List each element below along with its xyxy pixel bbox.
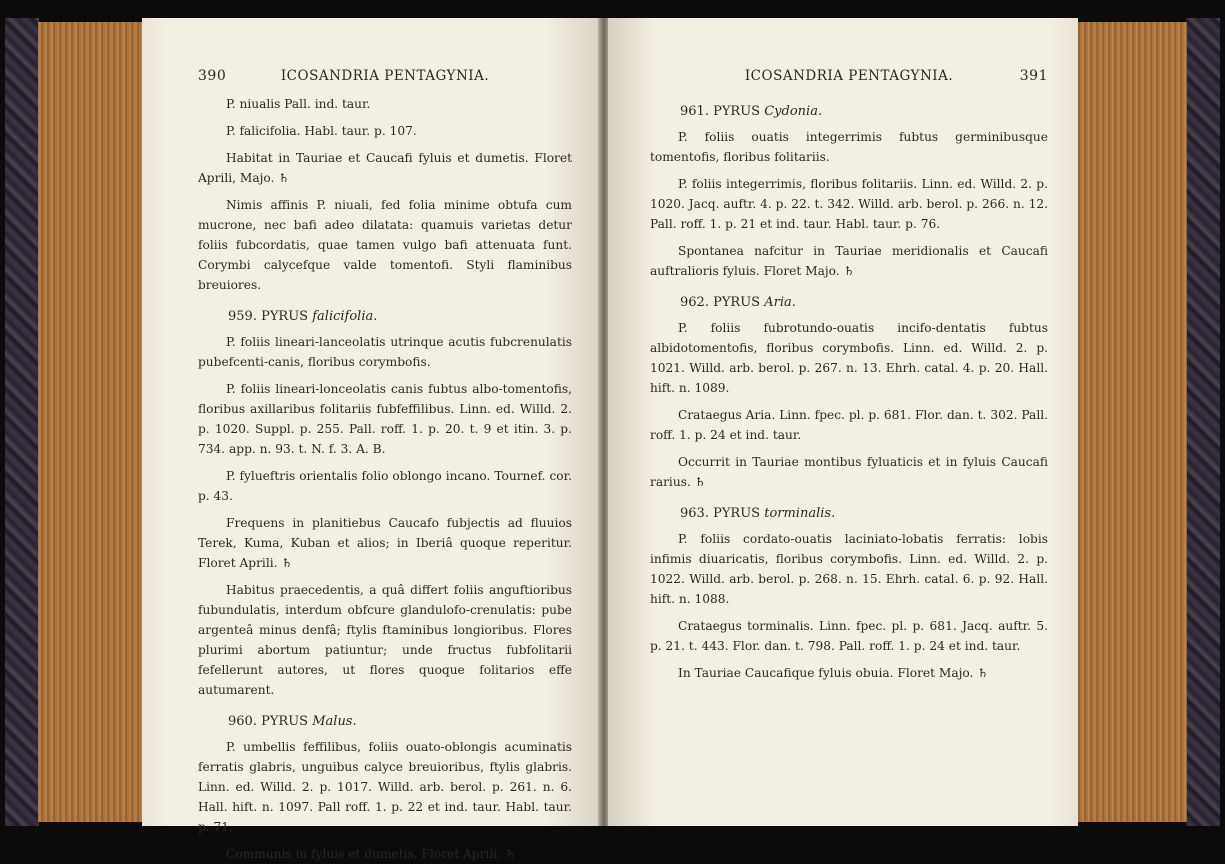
left-running-title: ICOSANDRIA PENTAGYNIA. bbox=[280, 68, 490, 84]
entry-species: falicifolia. bbox=[312, 309, 378, 324]
paragraph: P. foliis lineari-lonceolatis canis fubtus albo-tomentofis, floribus axillaribus folitariis fubfeffilibus. Linn. ed. Willd. 2. p. 1020. Suppl. p. 255. Pall. roff. 1. p. 20. t. 9 et itin. 3. p. 734. app. n. 93. t. N. f. 3. A. B. bbox=[198, 382, 572, 456]
entry-genus: PYRUS bbox=[261, 714, 309, 729]
entry-genus: PYRUS bbox=[713, 506, 761, 521]
paragraph: P. umbellis feffilibus, foliis ouato-oblongis acuminatis ferratis glabris, unguibus calyce breuioribus, ftylis glabris. Linn. ed. Willd. 2. p. 1017. Willd. arb. berol. p. 261. n. 6. Hall. hift. n. 1097. Pall roff. 1. p. 22 et ind. taur. Habl. taur. p. 71. bbox=[198, 740, 572, 834]
left-running-head bbox=[198, 68, 572, 90]
paragraph: Communis in fyluis et dumetis, Floret Aprili. ♄ bbox=[226, 847, 516, 861]
paragraph: P. foliis integerrimis, floribus folitariis. Linn. ed. Willd. 2. p. 1020. Jacq. auftr. 4. p. 22. t. 342. Willd. arb. berol. p. 266. n. 12. Pall. roff. 1. p. 21 et ind. taur. Habl. taur. p. 76. bbox=[650, 177, 1048, 231]
paragraph: P. niualis Pall. ind. taur. bbox=[226, 97, 371, 111]
entry-heading-960 bbox=[228, 714, 572, 729]
left-page-number: 390 bbox=[198, 68, 227, 84]
entry-heading-962 bbox=[680, 295, 1048, 310]
entry-species: Aria. bbox=[764, 295, 796, 310]
paragraph: Frequens in planitiebus Caucafo fubjectis ad fluuios Terek, Kuma, Kuban et alios; in Iberiâ quoque reperitur. Floret Aprili. ♄ bbox=[198, 516, 572, 570]
right-running-head bbox=[650, 68, 1048, 90]
right-cover-marbling bbox=[1186, 18, 1220, 826]
left-page-edges bbox=[38, 22, 144, 822]
paragraph: P. foliis cordato-ouatis laciniato-lobatis ferratis: lobis infimis diuaricatis, floribus corymbofis. Linn. ed. Willd. 2. p. 1022. Willd. arb. berol. p. 268. n. 15. Ehrh. catal. 6. p. 92. Hall. hift. n. 1088. bbox=[650, 532, 1048, 606]
right-page-edges bbox=[1075, 22, 1187, 822]
right-running-title: ICOSANDRIA PENTAGYNIA. bbox=[744, 68, 954, 84]
paragraph: P. foliis fubrotundo-ouatis incifo-dentatis fubtus albidotomentofis, floribus corymbofis. Linn. ed. Willd. 2. p. 1021. Willd. arb. berol. p. 267. n. 13. Ehrh. catal. 4. p. 20. Hall. hift. n. 1089. bbox=[650, 321, 1048, 395]
entry-number: 959. bbox=[228, 309, 257, 324]
paragraph: Nimis affinis P. niuali, fed folia minime obtufa cum mucrone, nec bafi adeo dilatata: quamuis varietas detur foliis fubcordatis, quae tamen vulgo bafi attenuata funt. Corymbi calycefque valde tomentofi. Styli flaminibus breuiores. bbox=[198, 198, 572, 292]
paragraph: Habitat in Tauriae et Caucafi fyluis et dumetis. Floret Aprili, Majo. ♄ bbox=[198, 151, 572, 185]
entry-number: 963. bbox=[680, 506, 709, 521]
paragraph: P. foliis lineari-lanceolatis utrinque acutis fubcrenulatis pubefcenti-canis, floribus corymbofis. bbox=[198, 335, 572, 369]
entry-number: 961. bbox=[680, 104, 709, 119]
entry-genus: PYRUS bbox=[713, 104, 761, 119]
entry-species: Malus. bbox=[312, 714, 357, 729]
paragraph: P. fylueftris orientalis folio oblongo incano. Tournef. cor. p. 43. bbox=[198, 469, 572, 503]
right-page-number: 391 bbox=[1019, 68, 1048, 84]
paragraph: Crataegus Aria. Linn. fpec. pl. p. 681. Flor. dan. t. 302. Pall. roff. 1. p. 24 et ind. taur. bbox=[650, 408, 1048, 442]
entry-genus: PYRUS bbox=[713, 295, 761, 310]
paragraph: P. falicifolia. Habl. taur. p. 107. bbox=[226, 124, 417, 138]
entry-heading-963 bbox=[680, 506, 1048, 521]
left-cover-marbling bbox=[5, 18, 39, 826]
paragraph: Crataegus torminalis. Linn. fpec. pl. p. 681. Jacq. auftr. 5. p. 21. t. 443. Flor. dan. t. 798. Pall. roff. 1. p. 24 et ind. taur. bbox=[650, 619, 1048, 653]
entry-number: 962. bbox=[680, 295, 709, 310]
left-page bbox=[142, 18, 600, 861]
paragraph: In Tauriae Caucafique fyluis obuia. Floret Majo. ♄ bbox=[678, 666, 989, 680]
entry-species: Cydonia. bbox=[764, 104, 823, 119]
paragraph: P. foliis ouatis integerrimis fubtus germinibusque tomentofis, floribus folitariis. bbox=[650, 130, 1048, 164]
paragraph: Habitus praecedentis, a quâ differt foliis anguftioribus fubundulatis, interdum obfcure glandulofo-crenulatis: pube argenteâ minus denfâ; ftylis ftaminibus longioribus. Flores plurimi abortum patiuntur; unde fructus fubfolitarii fefellerunt autores, ut flores quoque folitarios effe autumarent. bbox=[198, 583, 572, 697]
entry-species: torminalis. bbox=[764, 506, 836, 521]
entry-heading-961 bbox=[680, 104, 1048, 119]
entry-number: 960. bbox=[228, 714, 257, 729]
paragraph: Occurrit in Tauriae montibus fyluaticis et in fyluis Caucafi rarius. ♄ bbox=[650, 455, 1048, 489]
paragraph: Spontanea nafcitur in Tauriae meridionalis et Caucafi auftralioris fyluis. Floret Majo. ♄ bbox=[650, 244, 1048, 278]
right-page bbox=[608, 18, 1078, 826]
entry-genus: PYRUS bbox=[261, 309, 309, 324]
entry-heading-959 bbox=[228, 309, 572, 324]
